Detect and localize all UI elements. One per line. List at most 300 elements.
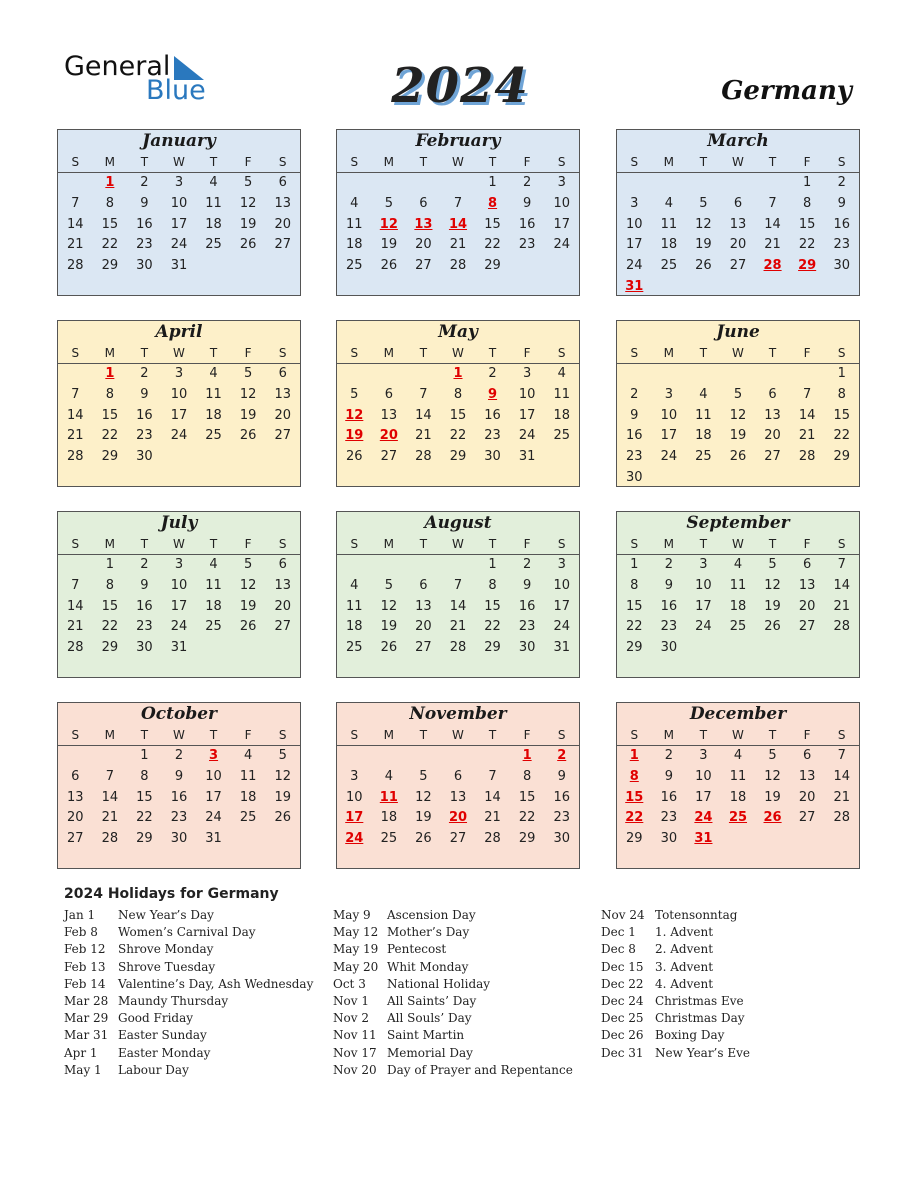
day-grid: [617, 745, 859, 850]
weekday-label: S: [71, 155, 80, 169]
weekday-label: F: [244, 537, 252, 551]
day-cell: 18: [729, 598, 747, 614]
day-cell: 28: [67, 449, 84, 465]
day-cell: 22: [626, 619, 643, 635]
holiday-date-text: Jan 1: [64, 908, 96, 922]
day-cell: 10: [170, 386, 188, 402]
weekday-header: [58, 534, 300, 554]
weekday-label: T: [140, 155, 149, 169]
day-cell: 3: [630, 195, 639, 211]
day-cell: 25: [553, 428, 570, 444]
day-cell: 28: [833, 810, 850, 826]
weekday-header: [337, 343, 579, 363]
day-grid: [58, 745, 300, 850]
day-cell: 8: [630, 577, 639, 593]
weekday-header: [58, 725, 300, 745]
weekday-header: [617, 725, 859, 745]
day-cell: 22: [101, 237, 119, 253]
holiday-date-text: May 1: [64, 1062, 102, 1077]
holiday-date: 31: [694, 831, 713, 847]
day-cell: 8: [522, 768, 532, 784]
day-cell: 3: [699, 557, 708, 572]
day-cell: 27: [415, 258, 432, 274]
holiday-date: 2: [557, 748, 567, 763]
day-cell: 20: [415, 619, 432, 635]
month-april: [57, 320, 301, 487]
day-cell: 7: [419, 386, 428, 402]
day-grid: [58, 554, 300, 659]
holiday-date-text: Nov 20: [333, 1062, 377, 1077]
month-name: August: [424, 513, 492, 533]
day-cell: 7: [105, 768, 114, 784]
weekday-label: W: [173, 346, 185, 360]
weekday-label: M: [663, 346, 675, 360]
holiday-date-text: Nov 11: [333, 1028, 377, 1043]
holiday-row: [64, 1010, 313, 1027]
day-cell: 18: [239, 789, 257, 805]
holiday-name: National Holiday: [387, 976, 491, 991]
day-cell: 11: [553, 386, 570, 402]
day-cell: 31: [518, 449, 536, 465]
month-february: [336, 129, 580, 296]
day-cell: 25: [695, 449, 712, 465]
holiday-name: 2. Advent: [655, 942, 714, 957]
day-cell: 18: [553, 407, 570, 423]
weekday-label: S: [630, 155, 639, 169]
month-january: [57, 129, 301, 296]
day-cell: 20: [274, 598, 291, 614]
day-cell: 23: [136, 237, 153, 253]
day-cell: 30: [136, 258, 153, 274]
day-cell: 5: [768, 557, 777, 572]
day-cell: 26: [346, 449, 363, 465]
day-cell: 12: [380, 598, 398, 614]
day-cell: 26: [729, 449, 747, 465]
weekday-label: W: [732, 728, 744, 742]
weekday-label: T: [419, 537, 428, 551]
day-cell: 3: [664, 386, 673, 402]
day-cell: 30: [518, 640, 536, 656]
weekday-label: T: [488, 155, 497, 169]
day-cell: 20: [764, 428, 781, 444]
day-cell: 31: [170, 640, 188, 656]
day-cell: 8: [140, 768, 149, 784]
weekday-label: S: [350, 537, 359, 551]
holiday-date-text: Apr 1: [64, 1045, 98, 1060]
weekday-label: T: [768, 728, 777, 742]
day-cell: 19: [239, 598, 257, 614]
day-cell: 24: [660, 449, 678, 465]
holiday-date-text: Mar 31: [64, 1028, 109, 1043]
holiday-row: [333, 1010, 573, 1027]
month-december: [616, 702, 860, 869]
weekday-label: S: [557, 155, 566, 169]
day-cell: 6: [71, 768, 80, 784]
day-cell: 9: [664, 577, 673, 593]
day-cell: 3: [522, 366, 532, 381]
day-cell: 22: [484, 237, 501, 253]
day-cell: 2: [174, 748, 184, 763]
day-cell: 23: [553, 810, 570, 826]
weekday-label: W: [732, 537, 744, 551]
holiday-row: [64, 1045, 313, 1062]
day-cell: 3: [174, 366, 184, 381]
day-cell: 23: [833, 237, 850, 253]
holiday-date: 1: [453, 366, 463, 381]
day-grid: [337, 363, 579, 468]
day-cell: 17: [170, 598, 188, 614]
day-cell: 21: [415, 428, 432, 444]
empty-cell: [652, 364, 687, 385]
month-july: [57, 511, 301, 678]
day-cell: 6: [278, 366, 287, 381]
day-cell: 7: [837, 748, 846, 763]
day-cell: 22: [101, 428, 119, 444]
holiday-date: 24: [694, 810, 713, 826]
day-cell: 12: [274, 768, 291, 784]
day-cell: 16: [136, 598, 153, 614]
holiday-name: New Year’s Day: [118, 908, 214, 922]
holiday-name: Labour Day: [118, 1062, 189, 1077]
day-cell: 25: [205, 619, 222, 635]
month-name: September: [686, 513, 790, 533]
day-cell: 15: [798, 216, 816, 232]
day-cell: 14: [101, 789, 119, 805]
day-cell: 10: [205, 768, 222, 784]
holiday-name: Mother’s Day: [387, 925, 470, 940]
empty-cell: [721, 364, 756, 385]
weekday-label: S: [837, 346, 846, 360]
day-cell: 15: [136, 789, 153, 805]
day-cell: 9: [664, 768, 673, 784]
weekday-label: T: [419, 155, 428, 169]
holiday-name: Christmas Eve: [655, 993, 744, 1008]
day-cell: 29: [626, 640, 643, 656]
empty-cell: [755, 364, 790, 385]
holiday-name: All Saints’ Day: [387, 993, 477, 1008]
holiday-row: [333, 907, 573, 924]
holiday-name: Shrove Tuesday: [118, 959, 216, 974]
holiday-date-text: Dec 25: [601, 1011, 644, 1026]
day-cell: 25: [205, 237, 222, 253]
holiday-row: [333, 1045, 573, 1062]
day-cell: 2: [664, 748, 673, 763]
weekday-label: T: [140, 346, 149, 360]
holiday-name: 4. Advent: [655, 976, 714, 991]
day-cell: 27: [729, 258, 747, 274]
holiday-column: [601, 907, 750, 1062]
weekday-label: F: [523, 346, 531, 360]
day-cell: 4: [209, 175, 218, 190]
weekday-header: [617, 534, 859, 554]
holiday-name: All Souls’ Day: [387, 1011, 472, 1026]
day-cell: 5: [733, 386, 743, 402]
day-cell: 3: [557, 175, 566, 190]
holiday-date-text: Nov 1: [333, 993, 369, 1008]
holiday-date: 13: [414, 216, 433, 232]
day-cell: 6: [802, 748, 812, 763]
holiday-date: 9: [488, 386, 498, 402]
holiday-name: Maundy Thursday: [118, 993, 229, 1008]
empty-cell: [337, 173, 372, 194]
day-cell: 5: [350, 386, 359, 402]
day-cell: 12: [695, 216, 712, 232]
holiday-name: Boxing Day: [655, 1028, 725, 1043]
weekday-label: S: [278, 537, 287, 551]
day-cell: 11: [346, 216, 363, 232]
day-cell: 6: [278, 175, 287, 190]
holiday-name: Ascension Day: [387, 908, 476, 922]
day-cell: 18: [380, 810, 398, 826]
day-cell: 7: [453, 195, 463, 211]
weekday-label: M: [104, 155, 116, 169]
day-cell: 17: [660, 428, 678, 444]
day-cell: 6: [453, 768, 463, 784]
day-cell: 19: [764, 789, 781, 805]
holiday-name: 1. Advent: [655, 925, 714, 940]
day-cell: 17: [626, 237, 643, 253]
day-cell: 15: [833, 407, 850, 423]
day-cell: 26: [380, 640, 398, 656]
day-cell: 5: [699, 195, 708, 211]
holiday-row: [64, 976, 313, 993]
empty-cell: [406, 746, 441, 767]
holiday-date: 26: [763, 810, 782, 826]
month-march: [616, 129, 860, 296]
day-cell: 29: [626, 831, 643, 847]
day-grid: [58, 363, 300, 468]
weekday-header: [617, 152, 859, 172]
empty-cell: [441, 746, 476, 767]
holiday-date-text: Feb 14: [64, 976, 106, 991]
holiday-date-text: Feb 12: [64, 942, 106, 957]
weekday-label: S: [837, 728, 846, 742]
weekday-label: S: [350, 728, 359, 742]
weekday-label: S: [350, 155, 359, 169]
day-cell: 27: [764, 449, 781, 465]
holiday-row: [333, 993, 573, 1010]
holiday-row: [64, 993, 313, 1010]
holiday-date: 3: [209, 748, 219, 763]
day-cell: 7: [837, 557, 846, 572]
day-cell: 30: [484, 449, 501, 465]
holiday-row: [333, 1062, 573, 1079]
day-cell: 21: [67, 619, 84, 635]
day-cell: 4: [733, 748, 743, 763]
day-cell: 14: [67, 598, 84, 614]
day-cell: 23: [136, 619, 153, 635]
day-cell: 29: [101, 449, 119, 465]
day-cell: 8: [453, 386, 463, 402]
day-cell: 23: [518, 237, 536, 253]
day-cell: 18: [205, 407, 222, 423]
holiday-date-text: Nov 17: [333, 1045, 377, 1060]
empty-cell: [790, 364, 825, 385]
day-cell: 25: [660, 258, 678, 274]
weekday-label: F: [523, 155, 531, 169]
weekday-label: T: [209, 728, 218, 742]
day-cell: 5: [243, 175, 253, 190]
day-cell: 9: [140, 195, 149, 211]
day-cell: 19: [239, 216, 257, 232]
day-grid: [337, 554, 579, 659]
holiday-date: 24: [345, 831, 364, 847]
day-cell: 14: [833, 577, 850, 593]
day-cell: 30: [553, 831, 570, 847]
day-cell: 6: [278, 557, 287, 572]
day-cell: 16: [136, 407, 153, 423]
weekday-header: [337, 725, 579, 745]
weekday-label: S: [278, 346, 287, 360]
empty-cell: [617, 364, 652, 385]
holiday-date: 31: [625, 278, 644, 294]
day-cell: 13: [764, 407, 781, 423]
weekday-label: F: [523, 537, 531, 551]
day-cell: 18: [346, 619, 363, 635]
day-cell: 16: [518, 216, 536, 232]
day-cell: 18: [205, 216, 222, 232]
day-cell: 14: [415, 407, 432, 423]
weekday-label: T: [488, 537, 497, 551]
day-cell: 26: [239, 428, 257, 444]
weekday-label: T: [209, 537, 218, 551]
weekday-label: S: [837, 537, 846, 551]
empty-cell: [406, 555, 441, 576]
empty-cell: [58, 746, 93, 767]
calendar-year-title: 2024: [391, 58, 529, 114]
weekday-label: W: [173, 155, 185, 169]
day-cell: 25: [346, 640, 363, 656]
weekday-header: [337, 152, 579, 172]
holiday-date: 8: [629, 768, 639, 784]
weekday-label: T: [768, 346, 777, 360]
day-cell: 22: [833, 428, 850, 444]
day-cell: 18: [346, 237, 363, 253]
day-cell: 14: [67, 407, 84, 423]
day-cell: 16: [833, 216, 850, 232]
day-cell: 4: [243, 748, 253, 763]
holiday-date-text: Dec 26: [601, 1028, 644, 1043]
day-cell: 5: [768, 748, 777, 763]
day-cell: 21: [67, 237, 84, 253]
day-cell: 19: [415, 810, 432, 826]
day-cell: 10: [626, 216, 643, 232]
day-cell: 29: [833, 449, 850, 465]
day-cell: 15: [484, 216, 501, 232]
day-cell: 22: [101, 619, 119, 635]
day-cell: 4: [733, 557, 743, 572]
day-cell: 10: [695, 577, 712, 593]
holiday-date-text: Dec 24: [601, 993, 644, 1008]
month-august: [336, 511, 580, 678]
holiday-date: 17: [345, 810, 364, 826]
day-grid: [617, 172, 859, 298]
holiday-date-text: Feb 8: [64, 925, 98, 940]
day-cell: 23: [626, 449, 643, 465]
weekday-label: T: [419, 346, 428, 360]
day-cell: 16: [136, 216, 153, 232]
weekday-label: S: [557, 537, 566, 551]
day-cell: 23: [170, 810, 188, 826]
weekday-label: M: [383, 537, 395, 551]
holiday-date: 29: [798, 258, 817, 274]
weekday-label: T: [140, 728, 149, 742]
day-cell: 16: [626, 428, 643, 444]
weekday-label: W: [452, 537, 464, 551]
month-name: November: [409, 704, 507, 724]
holiday-name: Easter Monday: [118, 1045, 211, 1060]
day-cell: 27: [449, 831, 467, 847]
day-cell: 4: [209, 366, 218, 381]
day-cell: 12: [239, 195, 257, 211]
empty-cell: [372, 555, 407, 576]
holiday-row: [333, 941, 573, 958]
day-cell: 30: [833, 258, 850, 274]
weekday-label: M: [383, 155, 395, 169]
holiday-row: [601, 924, 750, 941]
day-cell: 2: [630, 386, 639, 402]
day-cell: 31: [170, 258, 188, 274]
weekday-label: M: [104, 346, 116, 360]
holiday-name: New Year’s Eve: [655, 1045, 750, 1060]
day-cell: 16: [170, 789, 188, 805]
weekday-label: S: [557, 346, 566, 360]
day-cell: 17: [695, 789, 712, 805]
holiday-date: 1: [105, 366, 115, 381]
holiday-name: Easter Sunday: [118, 1028, 207, 1043]
day-cell: 11: [239, 768, 257, 784]
day-cell: 24: [626, 258, 643, 274]
day-cell: 6: [419, 195, 428, 211]
day-cell: 11: [729, 577, 747, 593]
weekday-label: F: [244, 346, 252, 360]
day-cell: 10: [170, 195, 188, 211]
holiday-name: Valentine’s Day, Ash Wednesday: [118, 976, 314, 991]
holiday-row: [64, 924, 313, 941]
weekday-label: M: [383, 728, 395, 742]
day-cell: 28: [415, 449, 432, 465]
day-cell: 12: [764, 577, 781, 593]
empty-cell: [686, 173, 721, 194]
weekday-label: M: [663, 155, 675, 169]
day-cell: 11: [729, 768, 747, 784]
day-cell: 28: [67, 640, 84, 656]
day-cell: 13: [798, 768, 816, 784]
day-cell: 15: [518, 789, 536, 805]
holiday-date-text: Dec 8: [601, 942, 636, 957]
day-cell: 9: [140, 577, 149, 593]
day-cell: 13: [274, 195, 291, 211]
day-cell: 15: [101, 407, 119, 423]
day-cell: 31: [553, 640, 570, 656]
day-cell: 29: [449, 449, 467, 465]
holiday-name: Shrove Monday: [118, 942, 214, 957]
day-cell: 19: [764, 598, 781, 614]
month-june: [616, 320, 860, 487]
logo-text-blue: Blue: [146, 75, 206, 106]
day-grid: [58, 172, 300, 277]
holiday-name: Pentecost: [387, 942, 447, 957]
weekday-label: T: [699, 155, 708, 169]
holiday-date: 8: [488, 195, 498, 211]
day-cell: 21: [67, 428, 84, 444]
month-name: May: [438, 322, 478, 342]
day-cell: 6: [802, 557, 812, 572]
holiday-name: Women’s Carnival Day: [118, 925, 256, 940]
holiday-date: 20: [379, 428, 398, 444]
holiday-row: [333, 959, 573, 976]
month-name: April: [155, 322, 203, 342]
